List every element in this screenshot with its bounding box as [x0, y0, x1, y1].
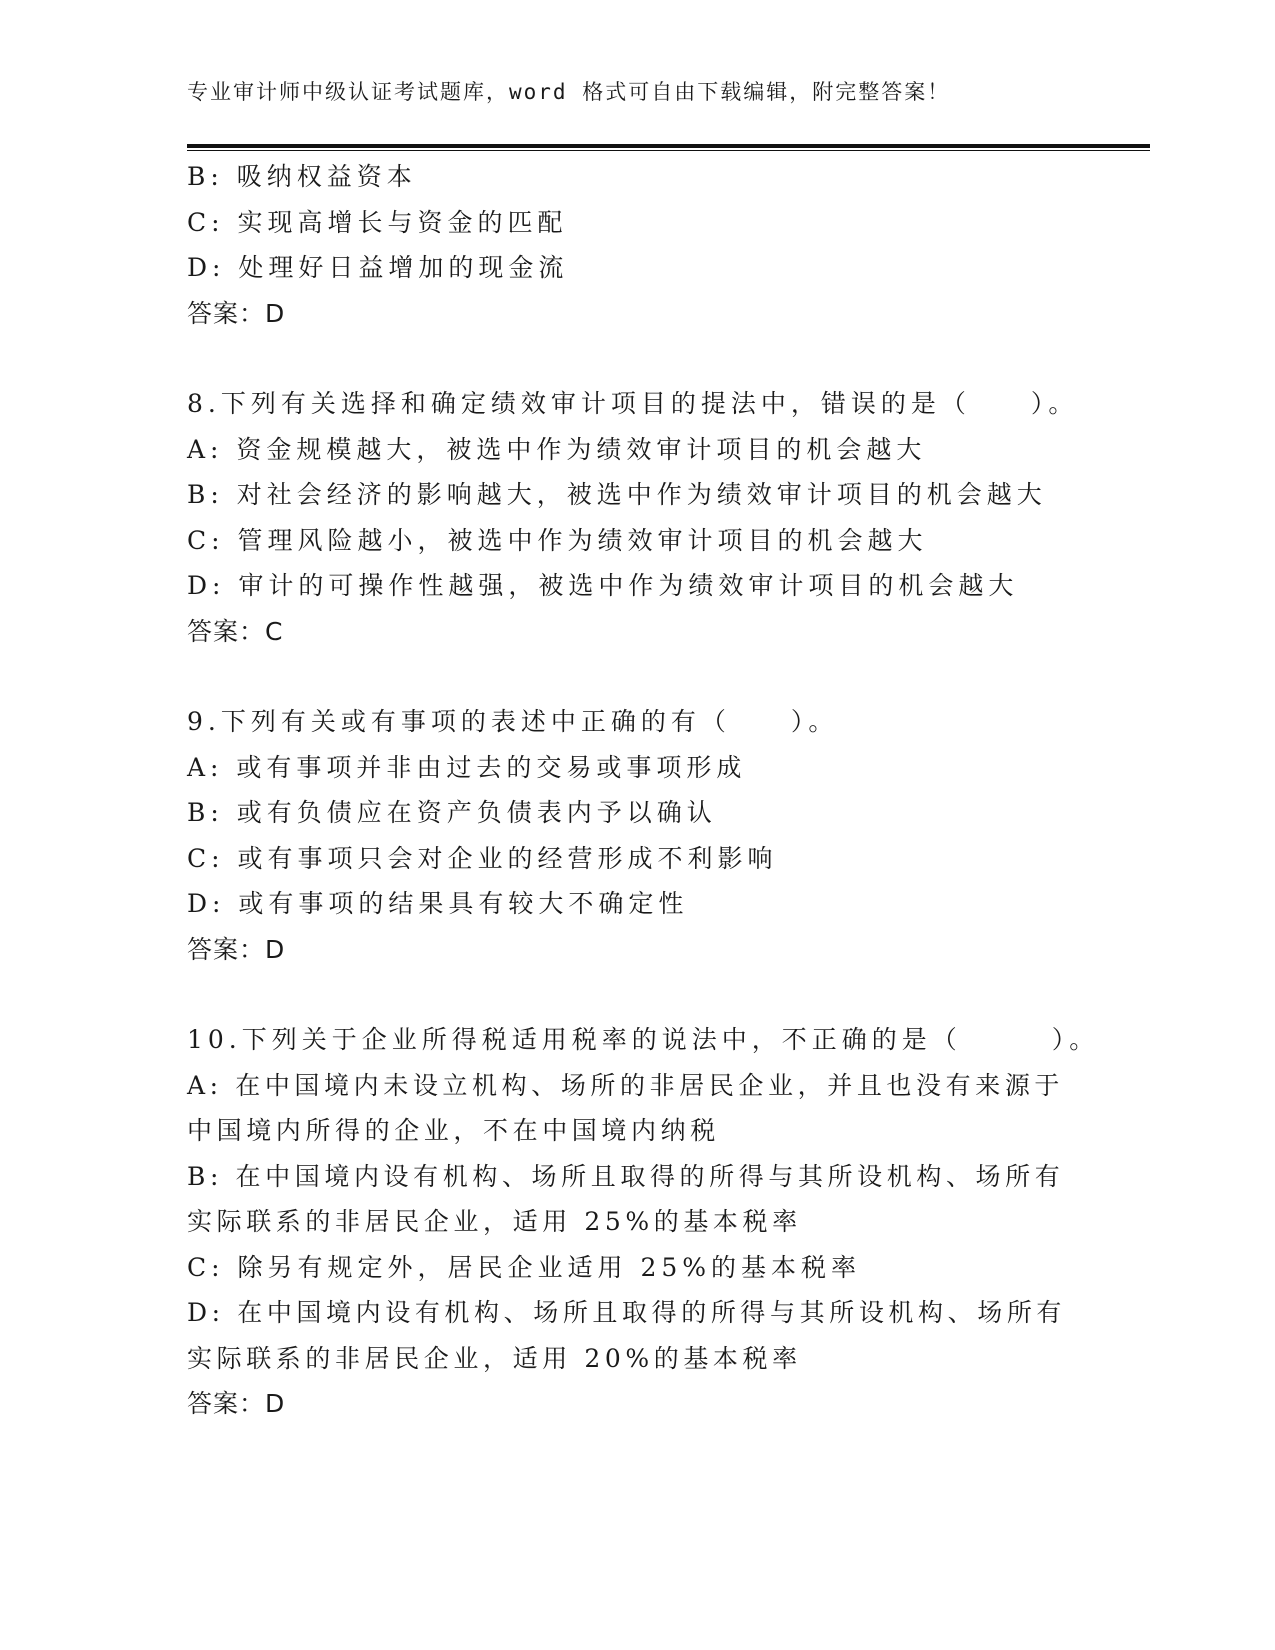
option-b: B: 对社会经济的影响越大，被选中作为绩效审计项目的机会越大 [187, 480, 1047, 509]
option-d: D: 处理好日益增加的现金流 [187, 253, 569, 282]
option-a: A: 资金规模越大，被选中作为绩效审计项目的机会越大 [187, 434, 927, 464]
option-a: A: 在中国境内未设立机构、场所的非居民企业，并且也没有来源于中国境内所得的企业，不在中国境内纳税 [187, 1070, 1065, 1145]
page-header: 专业审计师中级认证考试题库，word 格式可自由下载编辑，附完整答案！ [187, 80, 951, 104]
question-list [187, 154, 1100, 1427]
question-9 [187, 699, 1087, 972]
option-b: B: 吸纳权益资本 [187, 162, 417, 191]
question-stem: 8.下列有关选择和确定绩效审计项目的提法中，错误的是（ ）。 [187, 389, 1079, 418]
option-c: C: 实现高增长与资金的匹配 [187, 207, 568, 237]
option-d: D: 在中国境内设有机构、场所且取得的所得与其所设机构、场所有实际联系的非居民企业，适用 20%的基本税率 [187, 1298, 1067, 1373]
answer: 答案：D [187, 934, 286, 964]
question-stem: 9.下列有关或有事项的表述中正确的有（ ）。 [187, 707, 839, 736]
question-stem: 10.下列关于企业所得税适用税率的说法中，不正确的是（ ）。 [187, 1025, 1100, 1054]
answer: 答案：C [187, 616, 284, 646]
answer: 答案：D [187, 1389, 286, 1418]
option-d: D: 审计的可操作性越强，被选中作为绩效审计项目的机会越大 [187, 571, 1019, 600]
option-c: C: 或有事项只会对企业的经营形成不利影响 [187, 843, 778, 873]
answer: 答案：D [187, 298, 286, 328]
option-d: D: 或有事项的结果具有较大不确定性 [187, 889, 689, 918]
question-10 [187, 1017, 1100, 1427]
option-c: C: 除另有规定外，居民企业适用 25%的基本税率 [187, 1252, 862, 1282]
option-c: C: 管理风险越小，被选中作为绩效审计项目的机会越大 [187, 525, 928, 555]
header-divider-thin [187, 150, 1150, 151]
question-7-continued [187, 154, 1087, 336]
option-a: A: 或有事项并非由过去的交易或事项形成 [187, 752, 747, 782]
option-b: B: 或有负债应在资产负债表内予以确认 [187, 798, 717, 827]
header-divider-thick [187, 144, 1150, 148]
question-8 [187, 381, 1087, 654]
option-b: B: 在中国境内设有机构、场所且取得的所得与其所设机构、场所有实际联系的非居民企业，适用 25%的基本税率 [187, 1161, 1065, 1236]
